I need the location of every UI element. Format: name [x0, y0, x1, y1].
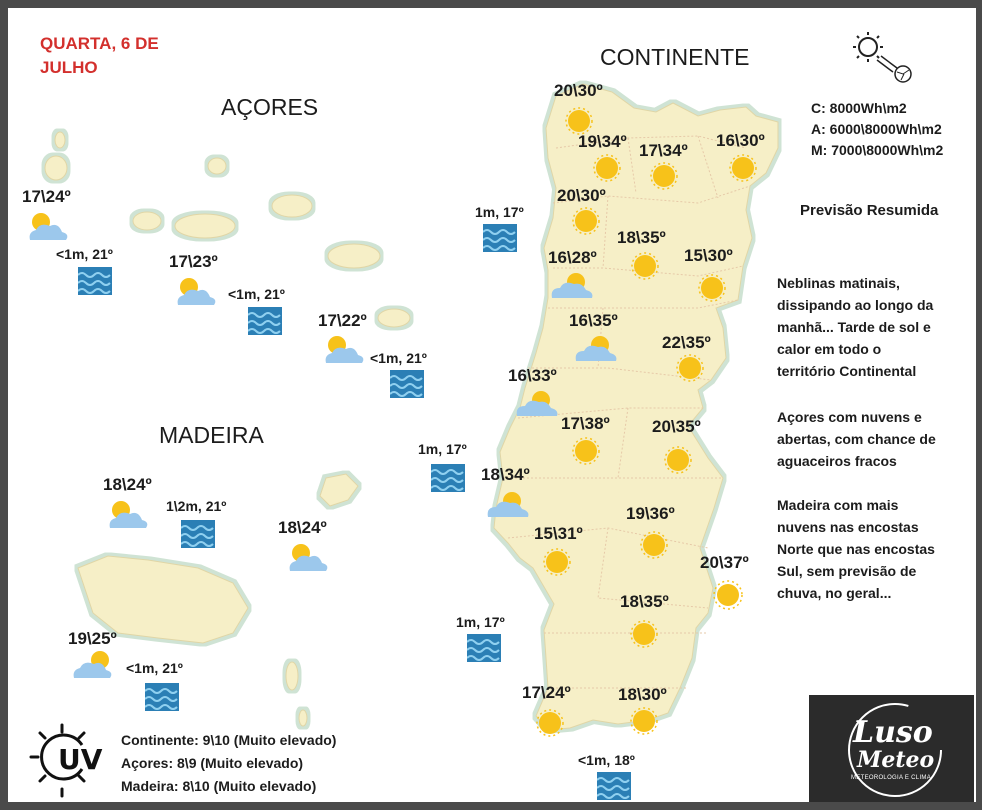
radiation-madeira: M: 7000\8000Wh\m2 — [811, 142, 944, 158]
island-faial — [133, 212, 161, 230]
sea-state-label: 1m, 17º — [418, 441, 467, 457]
sun-icon — [571, 206, 601, 236]
region-acores-label: AÇORES — [221, 94, 319, 120]
temp-label: 20\35º — [652, 417, 701, 436]
temp-label: 17\24º — [22, 187, 71, 206]
temp-label: 19\34º — [578, 132, 627, 151]
temp-label: 19\25º — [68, 629, 117, 648]
logo-tagline: METEOROLOGIA E CLIMA — [851, 775, 932, 781]
sea-state-label: <1m, 21º — [228, 286, 285, 302]
sun-cloud-icon — [70, 648, 116, 680]
temp-label: 20\30º — [557, 186, 606, 205]
sun-cloud-icon — [513, 388, 561, 420]
temp-label: 18\34º — [481, 465, 530, 484]
temp-label: 18\24º — [278, 518, 327, 537]
temp-label: 17\34º — [639, 141, 688, 160]
island-desertas-2 — [299, 710, 307, 726]
summary-line: Açores com nuvens e — [777, 409, 922, 425]
sun-icon — [697, 273, 727, 303]
island-flores — [55, 132, 65, 148]
summary-line: chuva, no geral... — [777, 585, 892, 601]
island-pico — [175, 214, 235, 238]
sun-icon — [571, 436, 601, 466]
wave-icon — [467, 634, 501, 662]
region-continente-label: CONTINENTE — [600, 44, 750, 70]
sun-icon — [592, 153, 622, 183]
temp-label: 15\30º — [684, 246, 733, 265]
sun-icon — [675, 353, 705, 383]
sun-cloud-icon — [286, 541, 330, 573]
sun-icon — [629, 619, 659, 649]
sun-cloud-icon — [322, 333, 366, 365]
temp-label: 17\22º — [318, 311, 367, 330]
temp-label: 16\28º — [548, 248, 597, 267]
island-graciosa — [208, 158, 226, 174]
temp-label: 18\35º — [620, 592, 669, 611]
sun-icon — [564, 106, 594, 136]
sun-icon — [629, 706, 659, 736]
temp-label: 20\30º — [554, 81, 603, 100]
summary-line: manhã... Tarde de sol e — [777, 319, 931, 335]
summary-paragraph-acores — [777, 406, 936, 472]
temp-label: 15\31º — [534, 524, 583, 543]
summary-line: Norte que nas encostas — [777, 541, 935, 557]
summary-line: Madeira com mais — [777, 497, 899, 513]
temp-label: 22\35º — [662, 333, 711, 352]
sun-cloud-icon — [106, 498, 150, 530]
radiation-acores: A: 6000\8000Wh\m2 — [811, 121, 942, 137]
island-desertas — [286, 662, 298, 690]
date-line-2: JULHO — [40, 58, 98, 77]
lusometeo-logo — [809, 695, 974, 805]
island-terceira — [328, 244, 380, 268]
summary-line: dissipando ao longo da — [777, 297, 934, 313]
radiation-continente: C: 8000Wh\m2 — [811, 100, 907, 116]
wave-icon — [390, 370, 424, 398]
sea-state-label: <1m, 21º — [370, 350, 427, 366]
forecast-map — [8, 8, 982, 810]
temp-label: 20\37º — [700, 553, 749, 572]
summary-line: abertas, com chance de — [777, 431, 936, 447]
forecast-date — [40, 32, 159, 80]
sun-icon — [630, 251, 660, 281]
uv-index-list — [121, 729, 336, 798]
wave-icon — [248, 307, 282, 335]
uv-label: UV — [58, 743, 103, 776]
temp-label: 18\35º — [617, 228, 666, 247]
uv-continente: Continente: 9\10 (Muito elevado) — [121, 732, 337, 748]
sun-icon — [649, 161, 679, 191]
sun-cloud-icon — [548, 270, 596, 302]
temp-label: 17\38º — [561, 414, 610, 433]
summary-line: calor em todo o — [777, 341, 882, 357]
island-corvo — [45, 156, 67, 180]
sea-state-label: <1m, 21º — [126, 660, 183, 676]
island-porto-santo — [320, 474, 358, 506]
sun-icon — [542, 547, 572, 577]
logo-line-1: Luso — [853, 715, 933, 750]
sun-icon — [663, 445, 693, 475]
temp-label: 18\24º — [103, 475, 152, 494]
sun-icon — [728, 153, 758, 183]
summary-line: território Continental — [777, 363, 917, 379]
wave-icon — [597, 772, 631, 800]
sun-cloud-icon — [484, 489, 532, 521]
date-line-1: QUARTA, 6 DE — [40, 34, 159, 53]
wave-icon — [431, 464, 465, 492]
summary-paragraph-continente — [777, 272, 933, 382]
sun-icon — [712, 579, 744, 611]
uv-icon — [28, 721, 114, 803]
sun-icon — [639, 530, 669, 560]
temp-label: 16\33º — [508, 366, 557, 385]
sun-cloud-icon — [174, 275, 218, 307]
summary-line: nuvens nas encostas — [777, 519, 919, 535]
sea-state-label: <1m, 18º — [578, 752, 635, 768]
temp-label: 17\24º — [522, 683, 571, 702]
temp-label: 18\30º — [618, 685, 667, 704]
summary-line: Sul, sem previsão de — [777, 563, 917, 579]
sea-state-label: 1m, 17º — [456, 614, 505, 630]
sun-cloud-icon — [26, 210, 70, 242]
uv-acores: Açores: 8\9 (Muito elevado) — [121, 755, 304, 771]
wave-icon — [181, 520, 215, 548]
temp-label: 19\36º — [626, 504, 675, 523]
wave-icon — [483, 224, 517, 252]
island-sao-miguel-small — [378, 309, 410, 327]
island-sao-jorge — [272, 195, 312, 217]
summary-paragraph-madeira — [777, 494, 935, 604]
sea-state-label: 1\2m, 21º — [166, 498, 227, 514]
region-madeira-label: MADEIRA — [159, 422, 264, 448]
temp-label: 16\35º — [569, 311, 618, 330]
uv-madeira: Madeira: 8\10 (Muito elevado) — [121, 778, 317, 794]
sea-state-label: <1m, 21º — [56, 246, 113, 262]
solar-radiation-icon — [851, 30, 917, 86]
temp-label: 17\23º — [169, 252, 218, 271]
sun-icon — [535, 708, 565, 738]
sea-state-label: 1m, 17º — [475, 204, 524, 220]
wave-icon — [78, 267, 112, 295]
sun-cloud-icon — [572, 333, 620, 365]
summary-line: Neblinas matinais, — [777, 275, 900, 291]
summary-title: Previsão Resumida — [800, 202, 939, 219]
logo-line-2: Meteo — [857, 747, 935, 773]
wave-icon — [145, 683, 179, 711]
radiation-values — [811, 98, 943, 161]
summary-line: aguaceiros fracos — [777, 453, 897, 469]
temp-label: 16\30º — [716, 131, 765, 150]
